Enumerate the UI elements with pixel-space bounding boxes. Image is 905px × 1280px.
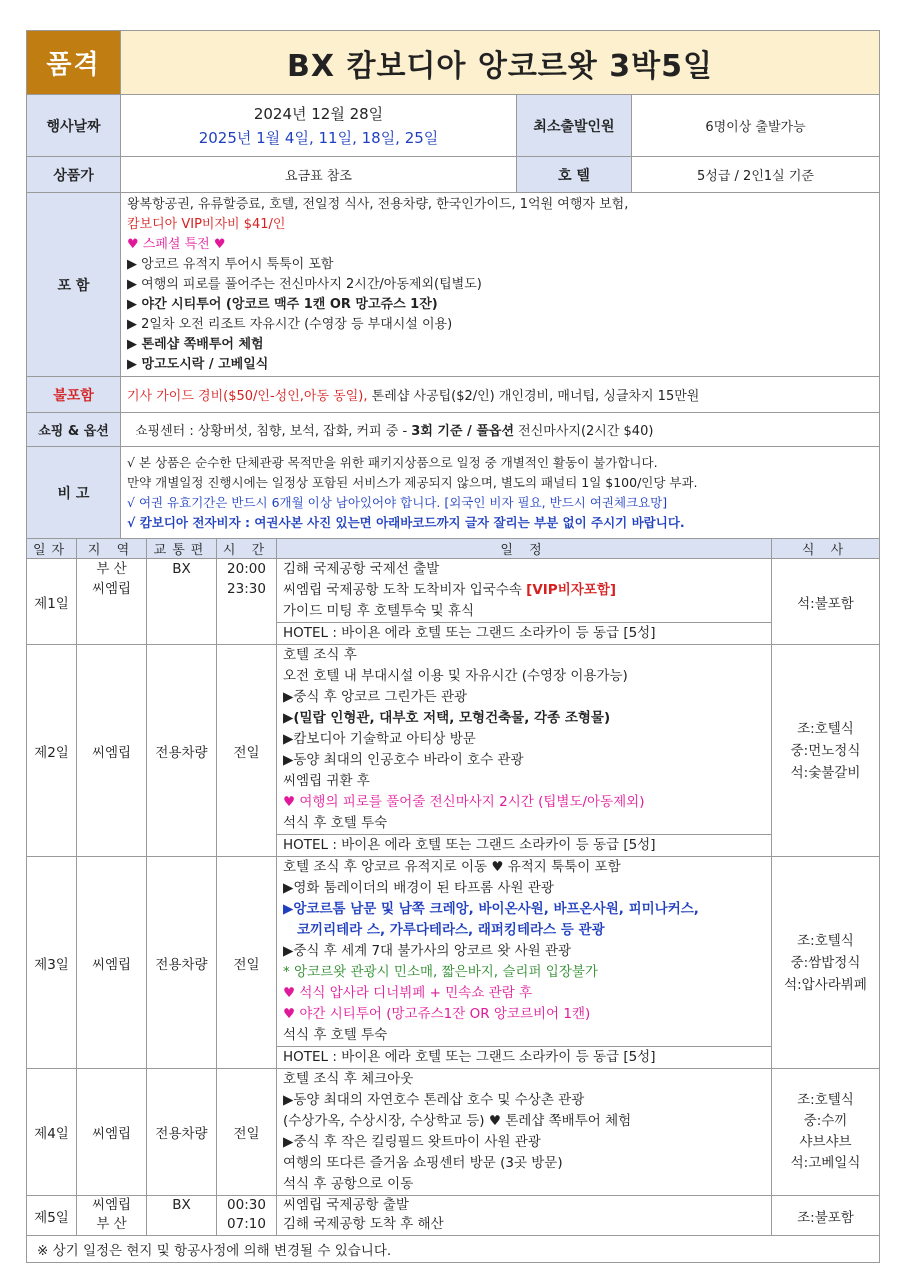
region: 씨엠립 — [77, 857, 147, 1069]
time: 전일 — [217, 645, 277, 857]
itinerary-line: 가이드 미팅 후 호텔투숙 및 휴식 — [283, 603, 474, 619]
time-line: 07:10 — [227, 1216, 266, 1232]
transport: BX — [147, 559, 217, 645]
include-line: 왕복항공권, 유류할증료, 호텔, 전일정 식사, 전용차량, 한국인가이드, 1억원 여행자 보험, — [127, 196, 629, 212]
transport: 전용차량 — [147, 857, 217, 1069]
meal-line: 조:호텔식 — [797, 1092, 854, 1108]
time: 전일 — [217, 857, 277, 1069]
include-line: ♥ 스페셜 특전 ♥ — [127, 236, 226, 252]
time — [217, 559, 277, 645]
itinerary-line: ▶영화 툼레이더의 배경이 된 타프롬 사원 관광 — [283, 880, 554, 896]
include-line: 캄보디아 VIP비자비 $41/인 — [127, 216, 286, 232]
itinerary — [277, 645, 772, 857]
include-line: ▶ 여행의 피로를 풀어주는 전신마사지 2시간/아동제외(팁별도) — [127, 276, 482, 292]
shop-label: 쇼핑 & 옵션 — [27, 413, 121, 447]
region: 씨엠립 — [77, 645, 147, 857]
itinerary-line: ▶앙코르톰 남문 및 남쪽 크레앙, 바이온사원, 바프온사원, 피미나커스, — [283, 901, 699, 917]
day-label: 제2일 — [27, 645, 77, 857]
itinerary-line: ▶동양 최대의 인공호수 바라이 호수 관광 — [283, 752, 524, 768]
meal-line: 석:숯불갈비 — [790, 764, 861, 781]
time-line: 23:30 — [227, 581, 266, 597]
note-line: √ 캄보디아 전자비자 : 여권사본 사진 있는면 아래바코드까지 글자 잘리는 부분 없이 주시기 바랍니다. — [127, 514, 685, 530]
transport: 전용차량 — [147, 1069, 217, 1196]
itinerary-line: ▶중식 후 세계 7대 불가사의 앙코르 왓 사원 관광 — [283, 943, 572, 959]
col-meals: 식 사 — [772, 539, 880, 559]
include-label: 포 함 — [27, 193, 121, 377]
itinerary-line: 씨엠립 국제공항 출발 — [283, 1197, 409, 1213]
itinerary-line: 호텔 조식 후 앙코르 유적지로 이동 ♥ 유적지 툭툭이 포함 — [283, 859, 621, 875]
col-region: 지 역 — [77, 539, 147, 559]
date-line-2: 2025년 1월 4일, 11일, 18일, 25일 — [198, 128, 439, 147]
meals — [772, 1069, 880, 1196]
note-line: 만약 개별일정 진행시에는 일정상 포함된 서비스가 제공되지 않으며, 별도의 패널티 1일 $100/인당 부과. — [127, 474, 698, 490]
meals: 석:불포함 — [772, 559, 880, 645]
region — [77, 1196, 147, 1236]
time — [217, 1196, 277, 1236]
exclude-guide-fee: 기사 가이드 경비($50/인-성인,아동 동일), — [127, 389, 368, 404]
shop-bold: 3회 기준 / 풀옵션 — [411, 424, 515, 439]
include-list — [121, 193, 880, 377]
itinerary-line: 김해 국제공항 도착 후 해산 — [283, 1216, 444, 1232]
itinerary-line: ▶캄보디아 기술학교 아티상 방문 — [283, 731, 476, 747]
vip-visa-tag: [VIP비자포함] — [526, 582, 617, 598]
hotel-value: 5성급 / 2인1실 기준 — [632, 157, 880, 193]
meal-line: 조:호텔식 — [797, 932, 854, 949]
itinerary-line: 여행의 또다른 즐거움 쇼핑센터 방문 (3곳 방문) — [283, 1155, 563, 1171]
itinerary — [277, 1069, 772, 1196]
note-label: 비 고 — [27, 447, 121, 539]
itinerary-line: 석식 후 호텔 투숙 — [283, 815, 388, 831]
itinerary-line: ▶중식 후 작은 킬링필드 왓트마이 사원 관광 — [283, 1134, 541, 1150]
region-line: 씨엠립 — [91, 581, 132, 597]
note-line: √ 본 상품은 순수한 단체관광 목적만을 위한 패키지상품으로 일정 중 개별적인 활동이 불가합니다. — [127, 454, 658, 470]
transport: 전용차량 — [147, 645, 217, 857]
itinerary-sheet — [26, 30, 879, 1263]
grade-badge: 품격 — [27, 31, 121, 95]
itinerary-line: 호텔 조식 후 체크아웃 — [283, 1071, 414, 1087]
min-departure-label: 최소출발인원 — [517, 95, 632, 157]
meal-line: 중:먼노정식 — [790, 742, 861, 759]
hotel-line: HOTEL : 바이욘 에라 호텔 또는 그랜드 소라카이 등 동급 [5성] — [277, 834, 772, 856]
info-table — [26, 30, 880, 539]
meals — [772, 645, 880, 857]
col-itinerary: 일 정 — [277, 539, 772, 559]
itinerary-line: ♥ 여행의 피로를 풀어줄 전신마사지 2시간 (팁별도/아동제외) — [283, 794, 645, 810]
note-line: √ 여권 유효기간은 반드시 6개월 이상 남아있어야 합니다. [외국인 비자 필요, 반드시 여권체크요망] — [127, 494, 668, 510]
meal-line: 중:수끼 — [803, 1113, 848, 1129]
shop-text — [121, 413, 880, 447]
min-departure-value: 6명이상 출발가능 — [632, 95, 880, 157]
include-line: ▶ 2일차 오전 리조트 자유시간 (수영장 등 부대시설 이용) — [127, 316, 453, 332]
product-title: BX 캄보디아 앙코르왓 3박5일 — [121, 31, 880, 95]
hotel-line: HOTEL : 바이욘 에라 호텔 또는 그랜드 소라카이 등 동급 [5성] — [277, 622, 772, 644]
itinerary-text: 씨엠립 국제공항 도착 도착비자 입국수속 — [283, 582, 527, 598]
shop-text-1: 쇼핑센터 : 상황버섯, 침향, 보석, 잡화, 커피 중 - — [135, 424, 412, 439]
region-line: 씨엠립 — [91, 1197, 132, 1213]
meal-line: 샤브샤브 — [799, 1134, 852, 1150]
itinerary-line: 석식 후 공항으로 이동 — [283, 1176, 414, 1192]
date-line-1: 2024년 12월 28일 — [253, 104, 384, 123]
itinerary-line: 오전 호텔 내 부대시설 이용 및 자유시간 (수영장 이용가능) — [283, 668, 628, 684]
region-line: 부 산 — [96, 1216, 127, 1232]
exclude-text — [121, 377, 880, 413]
date-label: 행사날짜 — [27, 95, 121, 157]
departure-dates — [121, 95, 517, 157]
exclude-rest: 톤레샵 사공팁($2/인) 개인경비, 매너팁, 싱글차지 15만원 — [367, 389, 700, 404]
meal-line: 중:쌈밥정식 — [790, 954, 861, 971]
itinerary — [277, 1196, 772, 1236]
meal-line: 조:호텔식 — [797, 720, 854, 737]
note-list — [121, 447, 880, 539]
meal-line: 석:압사라뷔페 — [784, 976, 867, 993]
itinerary-line: 씨엠립 귀환 후 — [283, 773, 370, 789]
exclude-label: 불포함 — [27, 377, 121, 413]
col-day: 일자 — [27, 539, 77, 559]
col-transport: 교통편 — [147, 539, 217, 559]
day-row — [27, 645, 880, 857]
itinerary-line: * 앙코르왓 관광시 민소매, 짧은바지, 슬리퍼 입장불가 — [283, 964, 598, 980]
day-label: 제4일 — [27, 1069, 77, 1196]
itinerary-line: ♥ 석식 압사라 디너뷔페 + 민속쇼 관람 후 — [283, 985, 533, 1001]
footnote: ※ 상기 일정은 현지 및 항공사정에 의해 변경될 수 있습니다. — [27, 1236, 880, 1263]
day-label: 제3일 — [27, 857, 77, 1069]
itinerary — [277, 857, 772, 1069]
include-line: ▶ 야간 시티투어 (앙코르 맥주 1캔 OR 망고쥬스 1잔) — [127, 296, 438, 312]
day-row — [27, 1069, 880, 1196]
day-label: 제1일 — [27, 559, 77, 645]
meal-line: 석:고베일식 — [790, 1155, 861, 1171]
time: 전일 — [217, 1069, 277, 1196]
hotel-label: 호 텔 — [517, 157, 632, 193]
time-line: 20:00 — [227, 561, 266, 577]
day-row — [27, 559, 880, 645]
include-line: ▶ 앙코르 유적지 투어시 툭툭이 포함 — [127, 256, 334, 272]
include-line: ▶ 망고도시락 / 고베일식 — [127, 356, 269, 372]
col-time: 시 간 — [217, 539, 277, 559]
itinerary-line: 코끼리테라 스, 가루다테라스, 래퍼킹테라스 등 관광 — [297, 922, 605, 938]
region — [77, 559, 147, 645]
transport: BX — [147, 1196, 217, 1236]
itinerary-line: ▶동양 최대의 자연호수 톤레삽 호수 및 수상촌 관광 — [283, 1092, 585, 1108]
itinerary-line: (수상가옥, 수상시장, 수상학교 등) ♥ 톤레샵 쪽배투어 체험 — [283, 1113, 632, 1129]
itinerary-line: ♥ 야간 시티투어 (망고쥬스1잔 OR 앙코르비어 1캔) — [283, 1006, 591, 1022]
region-line: 부 산 — [96, 561, 127, 577]
day-row — [27, 1196, 880, 1236]
region: 씨엠립 — [77, 1069, 147, 1196]
day-row — [27, 857, 880, 1069]
itinerary-line: ▶(밀랍 인형관, 대부호 저택, 모형건축물, 각종 조형물) — [283, 710, 611, 726]
itinerary-line: 김해 국제공항 국제선 출발 — [283, 561, 440, 577]
hotel-line: HOTEL : 바이욘 에라 호텔 또는 그랜드 소라카이 등 동급 [5성] — [277, 1046, 772, 1068]
meals: 조:불포함 — [772, 1196, 880, 1236]
itinerary — [277, 559, 772, 645]
itinerary-line: ▶중식 후 앙코르 그린가든 관광 — [283, 689, 468, 705]
itinerary-line: 석식 후 호텔 투숙 — [283, 1027, 388, 1043]
itinerary-line: 호텔 조식 후 — [283, 647, 357, 663]
meals — [772, 857, 880, 1069]
itinerary-line — [277, 580, 771, 601]
price-value: 요금표 참조 — [121, 157, 517, 193]
schedule-table — [26, 538, 880, 1263]
day-label: 제5일 — [27, 1196, 77, 1236]
include-line: ▶ 톤레샵 쪽배투어 체험 — [127, 336, 264, 352]
price-label: 상품가 — [27, 157, 121, 193]
shop-text-2: 전신마사지(2시간 $40) — [514, 424, 654, 439]
time-line: 00:30 — [227, 1197, 266, 1213]
